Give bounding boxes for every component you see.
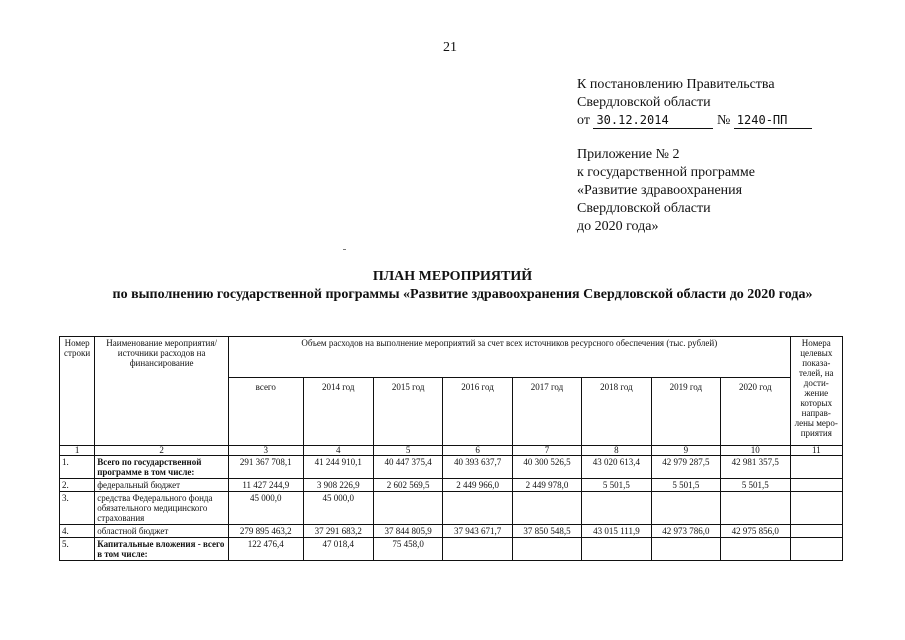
header-year: 2020 год [721,378,791,446]
amount-cell: 42 981 357,5 [721,456,791,479]
column-index: 5 [373,446,442,456]
resolution-number: 1240-ПП [734,113,812,129]
row-number-cell: 3. [60,492,95,525]
table-row [60,525,843,538]
amount-cell: 122 476,4 [229,538,303,561]
column-index: 6 [443,446,512,456]
header-volume: Объем расходов на выполнение мероприятий за счет всех источников ресурсного обеспечения (тыс. рублей) [229,337,791,378]
row-name-cell: областной бюджет [95,525,229,538]
amount-cell: 5 501,5 [582,479,651,492]
amount-cell: 75 458,0 [373,538,442,561]
date-prefix: от [577,113,590,128]
table-row [60,492,843,525]
column-index: 11 [790,446,842,456]
appendix-line-2: к государственной программе [577,165,755,180]
header-year: всего [229,378,303,446]
amount-cell: 42 973 786,0 [651,525,720,538]
header-name: Наименование мероприятия/источники расходов на финансирование [95,337,229,446]
amount-cell: 47 018,4 [303,538,373,561]
amount-cell [443,492,512,525]
column-index: 7 [512,446,581,456]
amount-cell [651,538,720,561]
header-year: 2016 год [443,378,512,446]
title-line-2: по выполнению государственной программы «Развитие здравоохранения Свердловской области до 2020 года» [112,287,813,302]
amount-cell [582,538,651,561]
amount-cell: 42 975 856,0 [721,525,791,538]
header-year: 2018 год [582,378,651,446]
column-index: 1 [60,446,95,456]
amount-cell: 37 850 548,5 [512,525,581,538]
amount-cell [373,492,442,525]
amount-cell: 291 367 708,1 [229,456,303,479]
table-row [60,538,843,561]
row-number-cell: 4. [60,525,95,538]
targets-cell [790,479,842,492]
amount-cell: 37 844 805,9 [373,525,442,538]
table-row [60,456,843,479]
appendix-line-5: до 2020 года» [577,219,659,234]
table-row [60,479,843,492]
column-index: 4 [303,446,373,456]
amount-cell: 43 020 613,4 [582,456,651,479]
page-number: 21 [443,40,457,55]
column-index-row [60,446,843,456]
targets-cell [790,525,842,538]
resolution-line-2: Свердловской области [577,95,711,110]
amount-cell: 43 015 111,9 [582,525,651,538]
amount-cell: 279 895 463,2 [229,525,303,538]
amount-cell: 42 979 287,5 [651,456,720,479]
amount-cell [651,492,720,525]
column-index: 9 [651,446,720,456]
amount-cell: 37 291 683,2 [303,525,373,538]
amount-cell [721,492,791,525]
number-prefix: № [716,113,731,128]
appendix-line-1: Приложение № 2 [577,147,680,162]
row-name-cell: федеральный бюджет [95,479,229,492]
table-body [60,446,843,561]
amount-cell: 45 000,0 [303,492,373,525]
title-line-1: ПЛАН МЕРОПРИЯТИЙ [372,269,533,284]
targets-cell [790,492,842,525]
amount-cell [582,492,651,525]
document-title [0,268,905,304]
column-index: 10 [721,446,791,456]
amount-cell: 2 602 569,5 [373,479,442,492]
amount-cell: 3 908 226,9 [303,479,373,492]
amount-cell: 2 449 978,0 [512,479,581,492]
header-year: 2019 год [651,378,720,446]
resolution-line-1: К постановлению Правительства [577,77,775,92]
amount-cell: 5 501,5 [651,479,720,492]
row-name-cell: Капитальные вложения - всего в том числе: [95,538,229,561]
amount-cell: 40 300 526,5 [512,456,581,479]
header-year: 2014 год [303,378,373,446]
amount-cell: 11 427 244,9 [229,479,303,492]
appendix-line-3: «Развитие здравоохранения [577,183,743,198]
header-row-number: Номер строки [60,337,95,446]
column-index: 3 [229,446,303,456]
row-number-cell: 2. [60,479,95,492]
amount-cell: 40 447 375,4 [373,456,442,479]
amount-cell [443,538,512,561]
amount-cell: 40 393 637,7 [443,456,512,479]
targets-cell [790,456,842,479]
row-number-cell: 1. [60,456,95,479]
appendix-reference [577,146,755,236]
plan-table [59,336,843,561]
row-name-cell: средства Федерального фонда обязательного медицинского страхования [95,492,229,525]
header-targets: Номера целевых показа-телей, на дости-жение которых направ-лены меро-приятия [790,337,842,446]
amount-cell: 37 943 671,7 [443,525,512,538]
targets-cell [790,538,842,561]
resolution-reference [577,76,812,130]
amount-cell [512,492,581,525]
amount-cell: 41 244 910,1 [303,456,373,479]
resolution-date: 30.12.2014 [593,113,713,129]
header-year: 2015 год [373,378,442,446]
resolution-date-line [577,112,812,130]
amount-cell: 5 501,5 [721,479,791,492]
header-year: 2017 год [512,378,581,446]
amount-cell [512,538,581,561]
amount-cell: 45 000,0 [229,492,303,525]
scan-mark [343,249,346,250]
column-index: 8 [582,446,651,456]
row-number-cell: 5. [60,538,95,561]
appendix-line-4: Свердловской области [577,201,711,216]
row-name-cell: Всего по государственной программе в том числе: [95,456,229,479]
column-index: 2 [95,446,229,456]
amount-cell: 2 449 966,0 [443,479,512,492]
amount-cell [721,538,791,561]
